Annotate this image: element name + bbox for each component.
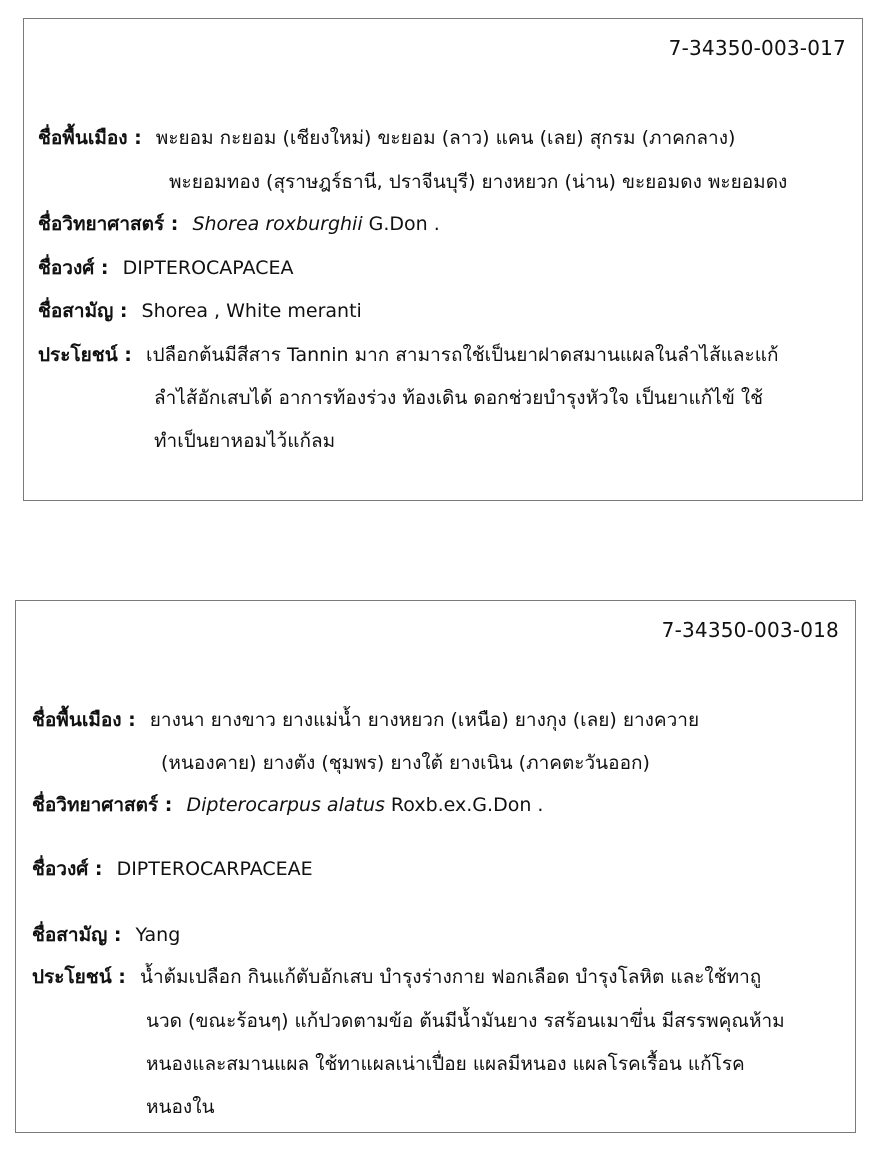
uses-line-2: ลำไส้อักเสบได้ อาการท้องร่วง ท้องเดิน ดอกช่วยบำรุงหัวใจ เป็นยาแก้ไข้ ใช้ <box>154 387 764 409</box>
local-name-row <box>38 123 735 153</box>
family-value: DIPTEROCAPACEA <box>122 257 294 279</box>
uses-row <box>38 340 779 370</box>
common-name-value: Shorea , White meranti <box>141 300 362 322</box>
specimen-card-2 <box>15 600 856 1133</box>
specimen-card-1 <box>23 18 863 501</box>
specimen-code: 7-34350-003-017 <box>668 36 846 60</box>
family-label: ชื่อวงศ์ : <box>32 858 103 880</box>
scientific-name-italic: Shorea roxburghii <box>192 213 363 235</box>
local-name-label: ชื่อพื้นเมือง : <box>38 127 142 149</box>
local-name-value: ยางนา ยางขาว ยางแม่น้ำ ยางหยวก (เหนือ) ยางกุง (เลย) ยางควาย <box>149 709 700 731</box>
local-name-continuation: พะยอมทอง (สุราษฎร์ธานี, ปราจีนบุรี) ยางหยวก (น่าน) ขะยอมดง พะยอมดง <box>169 171 788 193</box>
scientific-name-author: G.Don . <box>362 213 440 235</box>
scientific-name-label: ชื่อวิทยาศาสตร์ : <box>32 794 173 816</box>
scientific-name-author: Roxb.ex.G.Don . <box>384 794 544 816</box>
family-row <box>38 253 293 283</box>
uses-label: ประโยชน์ : <box>32 966 126 988</box>
family-row <box>32 854 313 884</box>
common-name-label: ชื่อสามัญ : <box>32 924 122 946</box>
uses-label: ประโยชน์ : <box>38 344 132 366</box>
local-name-label: ชื่อพื้นเมือง : <box>32 709 136 731</box>
common-name-row <box>38 296 362 326</box>
scientific-name-italic: Dipterocarpus alatus <box>186 794 385 816</box>
local-name-continuation: (หนองคาย) ยางตัง (ชุมพร) ยางใต้ ยางเนิน (ภาคตะวันออก) <box>161 752 650 774</box>
uses-line-1: เปลือกต้นมีสีสาร Tannin มาก สามารถใช้เป็นยาฝาดสมานแผลในลำไส้และแก้ <box>145 344 779 366</box>
local-name-value: พะยอม กะยอม (เชียงใหม่) ขะยอม (ลาว) แคน (เลย) สุกรม (ภาคกลาง) <box>155 127 736 149</box>
uses-row <box>32 962 761 992</box>
specimen-code: 7-34350-003-018 <box>661 618 839 642</box>
scientific-name-row <box>38 209 440 239</box>
family-value: DIPTEROCARPACEAE <box>116 858 313 880</box>
family-label: ชื่อวงศ์ : <box>38 257 109 279</box>
uses-line-3: ทำเป็นยาหอมไว้แก้ลม <box>154 430 336 452</box>
common-name-row <box>32 920 180 950</box>
uses-line-2: นวด (ขณะร้อนๆ) แก้ปวดตามข้อ ต้นมีน้ำมันยาง รสร้อนเมาขึ่น มีสรรพคุณห้าม <box>146 1010 785 1032</box>
local-name-row <box>32 705 699 735</box>
scientific-name-row <box>32 790 543 820</box>
common-name-label: ชื่อสามัญ : <box>38 300 128 322</box>
scientific-name-label: ชื่อวิทยาศาสตร์ : <box>38 213 179 235</box>
common-name-value: Yang <box>135 924 181 946</box>
uses-line-1: น้ำต้มเปลือก กินแก้ตับอักเสบ บำรุงร่างกาย ฟอกเลือด บำรุงโลหิต และใช้ทาถู <box>139 966 762 988</box>
uses-line-3: หนองและสมานแผล ใช้ทาแผลเน่าเปื่อย แผลมีหนอง แผลโรคเรื้อน แก้โรค <box>146 1053 745 1075</box>
uses-line-4: หนองใน <box>146 1096 215 1118</box>
